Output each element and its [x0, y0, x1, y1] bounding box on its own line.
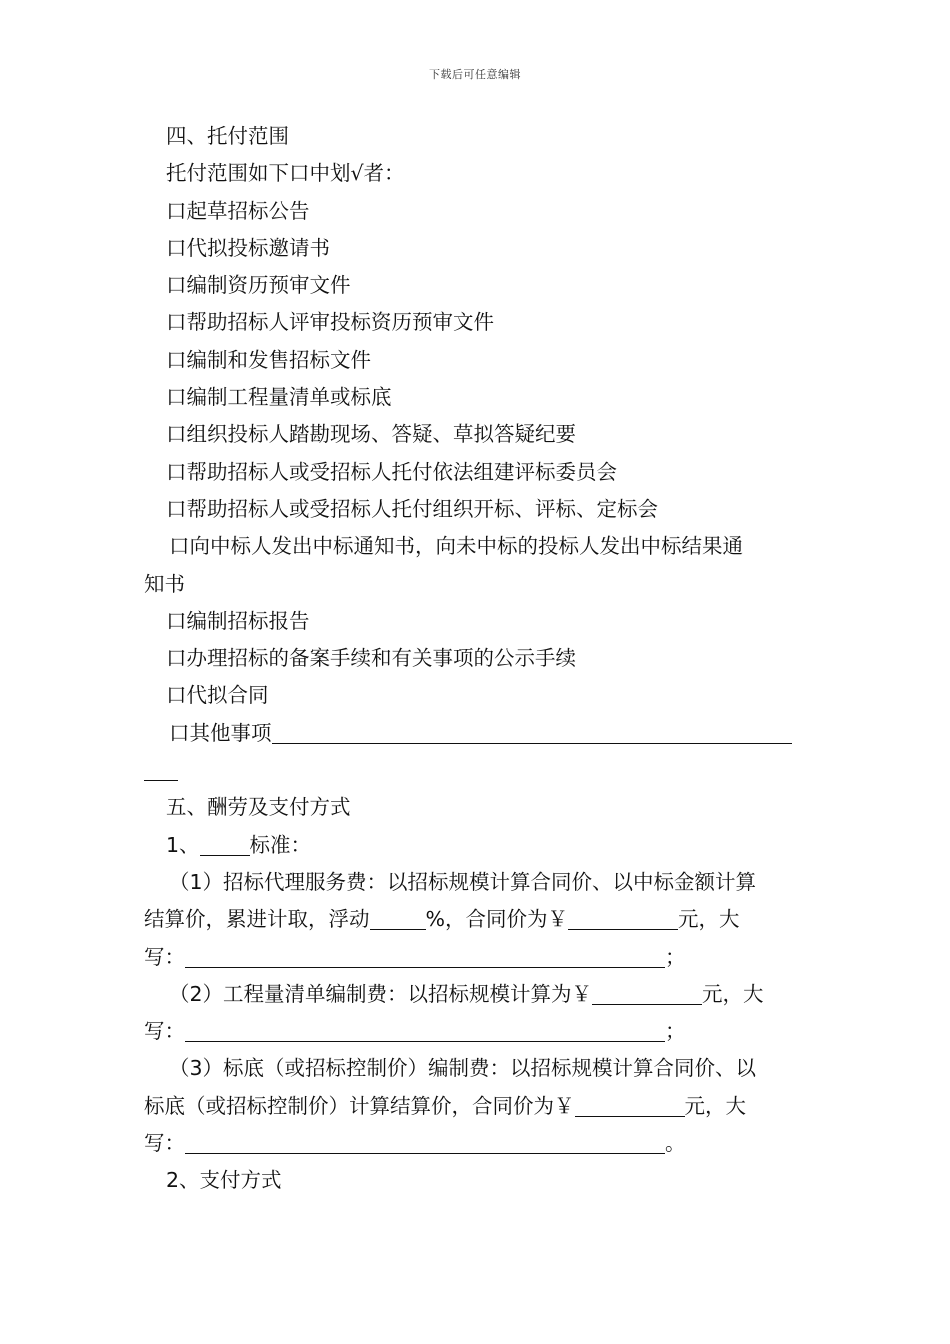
fee-1-text: ； [665, 944, 686, 969]
item-1-number: 1、 [166, 832, 200, 857]
fee-1-text: %，合同价为￥ [425, 907, 568, 932]
scope-item: 口帮助招标人或受招标人托付依法组建评标委员会 [166, 459, 617, 484]
fee-2-text: ； [665, 1019, 686, 1044]
fee-1-text: 写： [144, 944, 185, 969]
scope-item: 口编制招标报告 [166, 608, 310, 633]
document-body [144, 118, 806, 1200]
float-percent-blank[interactable] [370, 904, 426, 930]
fee-2-line-1 [144, 976, 806, 1013]
fee-3-text: 。 [665, 1131, 686, 1156]
fee-3-text: 元，大 [684, 1093, 746, 1118]
other-label: 口其他事项 [169, 720, 272, 745]
amount-in-words-blank[interactable] [185, 1016, 665, 1042]
fee-3-text: 写： [144, 1131, 185, 1156]
page-header: 下载后可任意编辑 [429, 68, 521, 81]
scope-item: 口代拟合同 [166, 683, 269, 708]
scope-item: 口帮助招标人评审投标资历预审文件 [166, 310, 494, 335]
scope-item-other [144, 715, 806, 752]
fee-1-line-3 [144, 939, 806, 976]
base-price-blank[interactable] [575, 1091, 685, 1117]
scope-item: 口编制资历预审文件 [166, 273, 351, 298]
payment-method-heading: 2、支付方式 [166, 1168, 282, 1193]
fee-2-text: 元，大 [702, 981, 764, 1006]
fee-3-line-1: （3）标底（或招标控制价）编制费：以招标规模计算合同价、以 [169, 1056, 757, 1081]
fee-1-line-2 [144, 901, 806, 938]
fee-1-text: 结算价，累进计取，浮动 [144, 907, 370, 932]
other-blank-tail[interactable] [144, 755, 178, 781]
fee-2-text: 写： [144, 1019, 185, 1044]
fee-2-text: （2）工程量清单编制费：以招标规模计算为￥ [169, 981, 593, 1006]
scope-item: 口办理招标的备案手续和有关事项的公示手续 [166, 646, 576, 671]
section-4-heading: 四、托付范围 [166, 124, 289, 148]
scope-item-notice-line-2: 知书 [144, 571, 185, 596]
amount-in-words-blank[interactable] [185, 1128, 665, 1154]
fee-3-text: 标底（或招标控制价）计算结算价，合同价为￥ [144, 1093, 575, 1118]
fee-1-text: 元，大 [677, 907, 740, 932]
other-blank-continued [144, 752, 806, 789]
amount-in-words-blank[interactable] [185, 942, 665, 968]
section-5-heading: 五、酬劳及支付方式 [166, 795, 351, 820]
contract-price-blank[interactable] [568, 904, 678, 930]
fee-3-line-2 [144, 1088, 806, 1125]
scope-item: 口帮助招标人或受招标人托付组织开标、评标、定标会 [166, 496, 658, 521]
scope-item: 口编制和发售招标文件 [166, 347, 371, 372]
fee-2-line-2 [144, 1013, 806, 1050]
scope-item-notice-line-1: 口向中标人发出中标通知书，向未中标的投标人发出中标结果通 [169, 534, 743, 559]
scope-item: 口编制工程量清单或标底 [166, 385, 392, 410]
bill-of-quantities-price-blank[interactable] [592, 979, 702, 1005]
fee-1-line-1: （1）招标代理服务费：以招标规模计算合同价、以中标金额计算 [169, 869, 757, 894]
scope-item: 口代拟投标邀请书 [166, 235, 330, 260]
scope-item: 口组织投标人踏勘现场、答疑、草拟答疑纪要 [166, 422, 576, 447]
fee-3-line-3 [144, 1125, 806, 1162]
other-blank[interactable] [272, 718, 792, 744]
standard-blank[interactable] [200, 830, 250, 856]
item-1-label: 标准： [249, 832, 312, 857]
fee-standard-line [144, 827, 806, 864]
scope-intro: 托付范围如下口中划√者： [166, 161, 405, 186]
scope-item: 口起草招标公告 [166, 198, 310, 223]
